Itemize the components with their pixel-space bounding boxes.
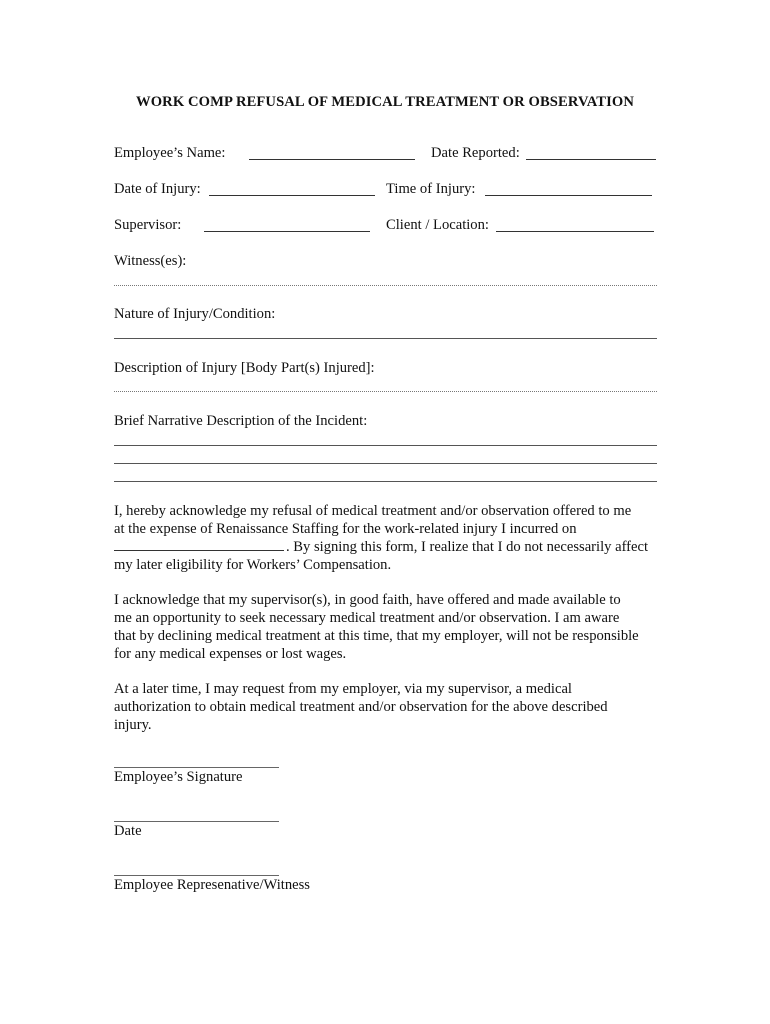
supervisor-paragraph-line-1: I acknowledge that my supervisor(s), in good faith, have offered and made available to [114,592,621,608]
later-request-line-2: authorization to obtain medical treatment and/or observation for the above described [114,699,608,715]
supervisor-paragraph-line-4: for any medical expenses or lost wages. [114,646,347,662]
date-signature-label: Date [114,823,142,839]
supervisor-paragraph-line-3: that by declining medical treatment at this time, that my employer, will not be responsible [114,628,639,644]
employee-signature-line[interactable] [114,767,279,768]
acknowledgment-line-3 [114,538,674,556]
later-request-paragraph [114,680,674,734]
narrative-line-1[interactable] [114,445,657,446]
nature-of-injury-label: Nature of Injury/Condition: [114,306,276,322]
time-of-injury-label: Time of Injury: [386,181,476,197]
date-signature-line[interactable] [114,821,279,822]
representative-signature-line[interactable] [114,875,279,876]
employee-signature-label: Employee’s Signature [114,769,243,785]
form-title: WORK COMP REFUSAL OF MEDICAL TREATMENT OR OBSERVATION [136,94,634,110]
later-request-line-3: injury. [114,717,152,733]
acknowledgment-line-3-text: . By signing this form, I realize that I do not necessarily affect [286,539,649,555]
date-reported-field[interactable] [526,159,656,160]
employee-name-label: Employee’s Name: [114,145,226,161]
date-reported-label: Date Reported: [431,145,520,161]
witnesses-line[interactable] [114,285,657,286]
supervisor-field[interactable] [204,231,370,232]
nature-of-injury-line[interactable] [114,338,657,339]
date-of-injury-field[interactable] [209,195,375,196]
client-location-field[interactable] [496,231,654,232]
employee-name-field[interactable] [249,159,415,160]
description-of-injury-label: Description of Injury [Body Part(s) Injured]: [114,360,375,376]
representative-signature-label: Employee Represenative/Witness [114,877,310,893]
injury-date-blank[interactable] [114,539,284,551]
narrative-line-3[interactable] [114,481,657,482]
acknowledgment-line-1: I, hereby acknowledge my refusal of medical treatment and/or observation offered to me [114,503,632,519]
acknowledgment-line-4: my later eligibility for Workers’ Compensation. [114,557,392,573]
supervisor-paragraph [114,591,674,663]
narrative-label: Brief Narrative Description of the Incident: [114,413,368,429]
client-location-label: Client / Location: [386,217,489,233]
description-of-injury-line[interactable] [114,391,657,392]
supervisor-paragraph-line-2: me an opportunity to seek necessary medical treatment and/or observation. I am aware [114,610,620,626]
date-of-injury-label: Date of Injury: [114,181,201,197]
time-of-injury-field[interactable] [485,195,652,196]
narrative-line-2[interactable] [114,463,657,464]
supervisor-label: Supervisor: [114,217,182,233]
acknowledgment-line-2: at the expense of Renaissance Staffing for the work-related injury I incurred on [114,521,577,537]
acknowledgment-paragraph [114,502,674,574]
later-request-line-1: At a later time, I may request from my employer, via my supervisor, a medical [114,681,572,697]
witnesses-label: Witness(es): [114,253,187,269]
